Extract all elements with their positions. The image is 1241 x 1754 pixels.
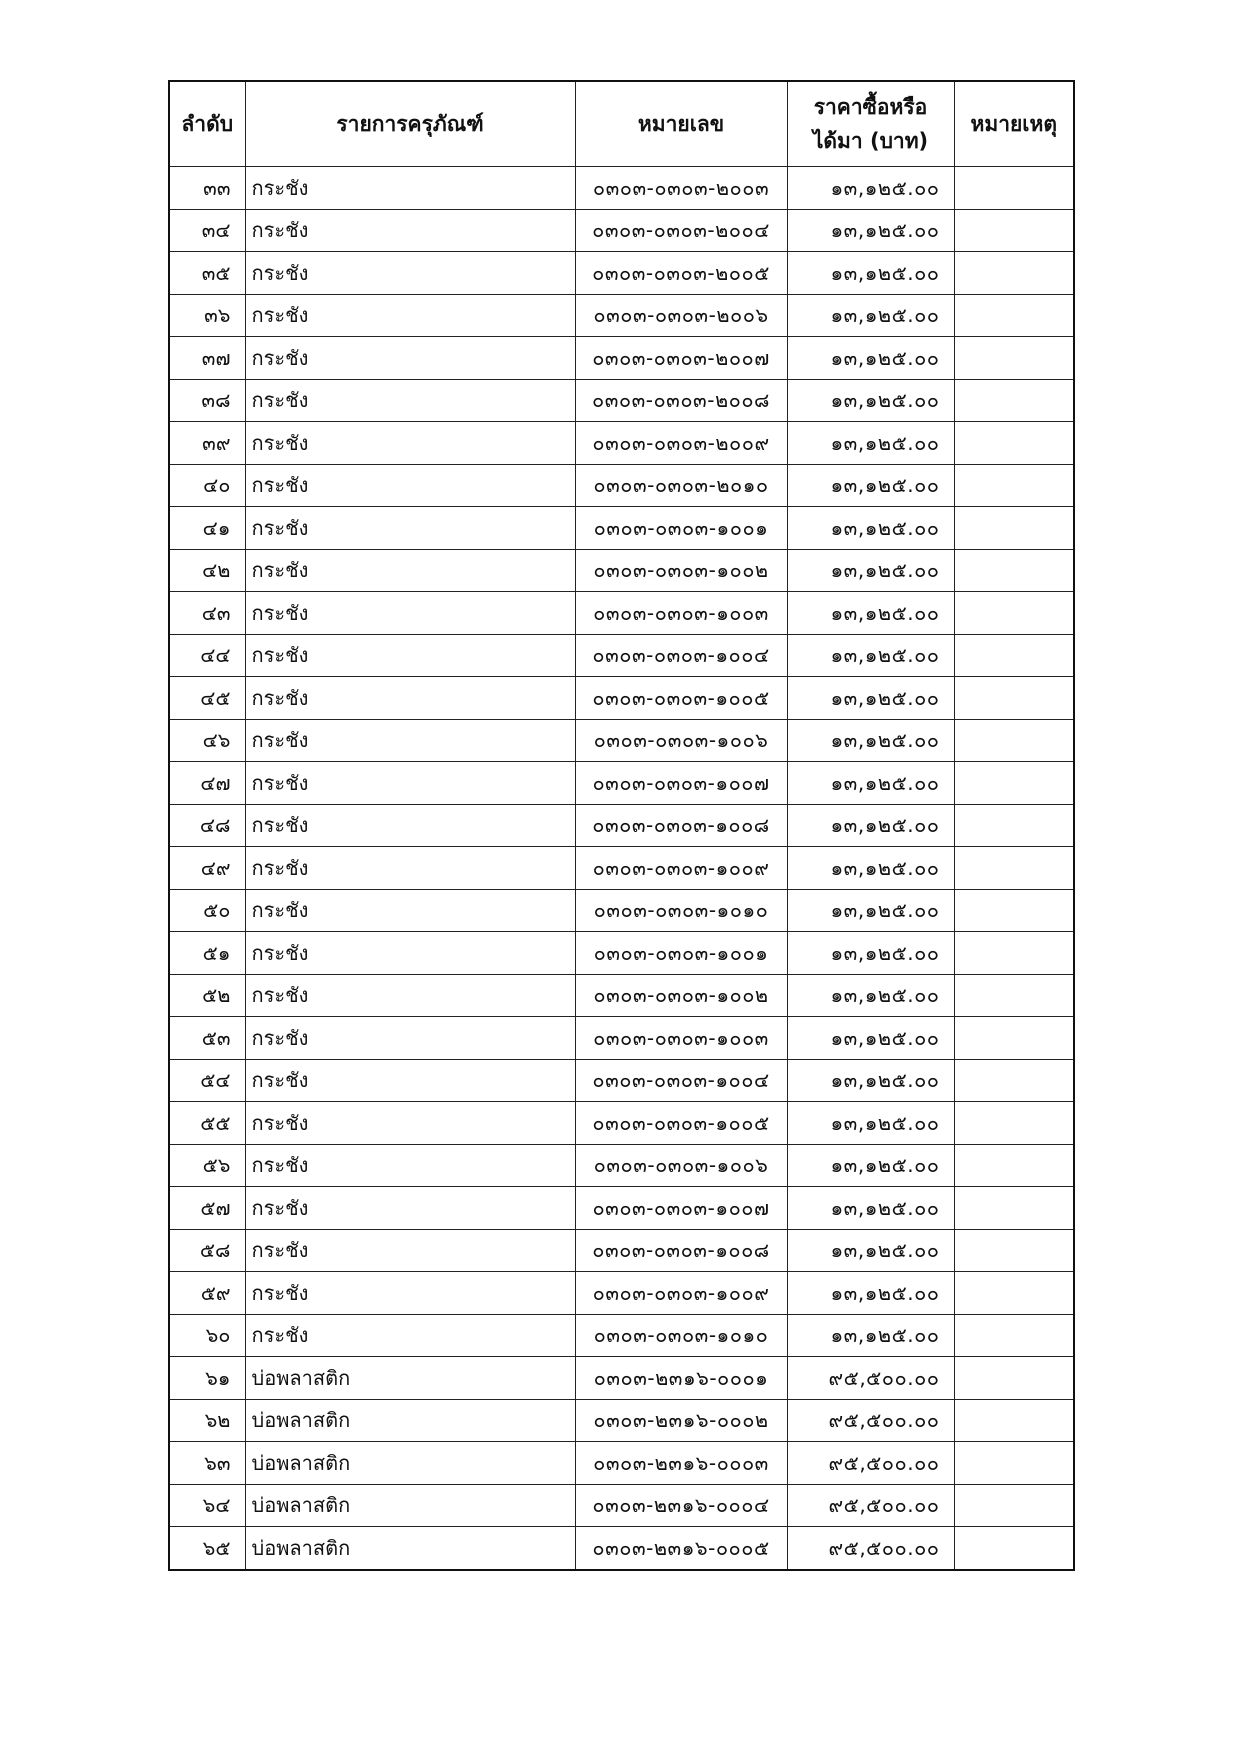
header-code: หมายเลข (575, 81, 787, 167)
row-note (954, 592, 1074, 635)
row-price: ๙๕,๕๐๐.๐๐ (787, 1442, 954, 1485)
row-seq: ๖๐ (169, 1314, 245, 1357)
row-seq: ๕๙ (169, 1272, 245, 1315)
row-item: บ่อพลาสติก (245, 1527, 575, 1570)
row-item: กระชัง (245, 719, 575, 762)
row-note (954, 847, 1074, 890)
row-code: ๐๓๐๓-๐๓๐๓-๒๐๐๓ (575, 167, 787, 210)
row-price: ๑๓,๑๒๕.๐๐ (787, 464, 954, 507)
row-price: ๑๓,๑๒๕.๐๐ (787, 167, 954, 210)
table-row (169, 1059, 1074, 1102)
row-seq: ๕๒ (169, 974, 245, 1017)
row-note (954, 804, 1074, 847)
row-note (954, 1144, 1074, 1187)
row-code: ๐๓๐๓-๐๓๐๓-๑๐๐๖ (575, 1144, 787, 1187)
table-row (169, 847, 1074, 890)
header-note: หมายเหตุ (954, 81, 1074, 167)
row-item: กระชัง (245, 507, 575, 550)
table-header-row (169, 81, 1074, 167)
table-row (169, 932, 1074, 975)
row-seq: ๔๗ (169, 762, 245, 805)
row-code: ๐๓๐๓-๐๓๐๓-๑๐๐๔ (575, 634, 787, 677)
row-item: บ่อพลาสติก (245, 1442, 575, 1485)
row-note (954, 252, 1074, 295)
row-code: ๐๓๐๓-๐๓๐๓-๑๐๐๖ (575, 719, 787, 762)
table-row (169, 549, 1074, 592)
row-item: กระชัง (245, 592, 575, 635)
row-note (954, 1102, 1074, 1145)
row-price: ๙๕,๕๐๐.๐๐ (787, 1527, 954, 1570)
row-note (954, 1527, 1074, 1570)
table-row (169, 762, 1074, 805)
row-price: ๑๓,๑๒๕.๐๐ (787, 1314, 954, 1357)
row-item: กระชัง (245, 762, 575, 805)
row-note (954, 209, 1074, 252)
row-code: ๐๓๐๓-๐๓๐๓-๑๐๑๐ (575, 1314, 787, 1357)
row-price: ๑๓,๑๒๕.๐๐ (787, 1144, 954, 1187)
table-row (169, 1484, 1074, 1527)
row-item: กระชัง (245, 1144, 575, 1187)
row-code: ๐๓๐๓-๐๓๐๓-๒๐๐๔ (575, 209, 787, 252)
table-body (169, 167, 1074, 1570)
row-note (954, 507, 1074, 550)
row-seq: ๔๖ (169, 719, 245, 762)
row-code: ๐๓๐๓-๐๓๐๓-๒๐๐๘ (575, 379, 787, 422)
row-price: ๑๓,๑๒๕.๐๐ (787, 1272, 954, 1315)
row-code: ๐๓๐๓-๐๓๐๓-๑๐๐๒ (575, 549, 787, 592)
row-price: ๑๓,๑๒๕.๐๐ (787, 889, 954, 932)
row-seq: ๕๖ (169, 1144, 245, 1187)
table-row (169, 1357, 1074, 1400)
row-item: กระชัง (245, 974, 575, 1017)
row-price: ๙๕,๕๐๐.๐๐ (787, 1484, 954, 1527)
row-code: ๐๓๐๓-๐๓๐๓-๑๐๐๘ (575, 1229, 787, 1272)
row-note (954, 464, 1074, 507)
row-code: ๐๓๐๓-๐๓๐๓-๒๐๐๖ (575, 294, 787, 337)
row-price: ๑๓,๑๒๕.๐๐ (787, 932, 954, 975)
table-row (169, 634, 1074, 677)
row-code: ๐๓๐๓-๐๓๐๓-๑๐๐๘ (575, 804, 787, 847)
row-note (954, 1059, 1074, 1102)
row-price: ๑๓,๑๒๕.๐๐ (787, 1187, 954, 1230)
row-price: ๑๓,๑๒๕.๐๐ (787, 1102, 954, 1145)
row-seq: ๓๘ (169, 379, 245, 422)
row-item: บ่อพลาสติก (245, 1399, 575, 1442)
row-note (954, 974, 1074, 1017)
row-price: ๑๓,๑๒๕.๐๐ (787, 592, 954, 635)
row-code: ๐๓๐๓-๐๓๐๓-๑๐๐๑ (575, 932, 787, 975)
row-price: ๑๓,๑๒๕.๐๐ (787, 549, 954, 592)
row-seq: ๓๕ (169, 252, 245, 295)
row-seq: ๖๓ (169, 1442, 245, 1485)
header-price (787, 81, 954, 167)
row-code: ๐๓๐๓-๐๓๐๓-๑๐๐๗ (575, 762, 787, 805)
row-code: ๐๓๐๓-๐๓๐๓-๒๐๐๗ (575, 337, 787, 380)
table-row (169, 1144, 1074, 1187)
row-price: ๑๓,๑๒๕.๐๐ (787, 762, 954, 805)
header-item: รายการครุภัณฑ์ (245, 81, 575, 167)
table-row (169, 719, 1074, 762)
row-item: กระชัง (245, 1187, 575, 1230)
row-note (954, 1229, 1074, 1272)
row-price: ๑๓,๑๒๕.๐๐ (787, 804, 954, 847)
row-price: ๑๓,๑๒๕.๐๐ (787, 294, 954, 337)
row-seq: ๕๓ (169, 1017, 245, 1060)
row-item: กระชัง (245, 634, 575, 677)
table-row (169, 1527, 1074, 1570)
row-price: ๙๕,๕๐๐.๐๐ (787, 1399, 954, 1442)
row-seq: ๔๘ (169, 804, 245, 847)
row-price: ๑๓,๑๒๕.๐๐ (787, 422, 954, 465)
row-note (954, 1399, 1074, 1442)
row-code: ๐๓๐๓-๐๓๐๓-๑๐๑๐ (575, 889, 787, 932)
row-code: ๐๓๐๓-๐๓๐๓-๑๐๐๔ (575, 1059, 787, 1102)
row-item: กระชัง (245, 1102, 575, 1145)
row-code: ๐๓๐๓-๒๓๑๖-๐๐๐๕ (575, 1527, 787, 1570)
row-code: ๐๓๐๓-๐๓๐๓-๑๐๐๑ (575, 507, 787, 550)
row-code: ๐๓๐๓-๐๓๐๓-๑๐๐๕ (575, 1102, 787, 1145)
row-seq: ๕๘ (169, 1229, 245, 1272)
row-note (954, 1357, 1074, 1400)
table-row (169, 1102, 1074, 1145)
row-code: ๐๓๐๓-๐๓๐๓-๒๐๑๐ (575, 464, 787, 507)
header-price-line1: ราคาซื้อหรือ (813, 95, 928, 119)
row-seq: ๕๕ (169, 1102, 245, 1145)
row-price: ๑๓,๑๒๕.๐๐ (787, 507, 954, 550)
row-item: กระชัง (245, 1059, 575, 1102)
row-note (954, 549, 1074, 592)
table-row (169, 677, 1074, 720)
row-note (954, 677, 1074, 720)
table-row (169, 1442, 1074, 1485)
row-seq: ๕๑ (169, 932, 245, 975)
row-item: กระชัง (245, 847, 575, 890)
table-row (169, 1017, 1074, 1060)
row-seq: ๔๔ (169, 634, 245, 677)
row-code: ๐๓๐๓-๒๓๑๖-๐๐๐๒ (575, 1399, 787, 1442)
row-seq: ๓๙ (169, 422, 245, 465)
table-row (169, 1229, 1074, 1272)
row-seq: ๓๔ (169, 209, 245, 252)
row-seq: ๔๙ (169, 847, 245, 890)
table-row (169, 464, 1074, 507)
row-code: ๐๓๐๓-๐๓๐๓-๒๐๐๕ (575, 252, 787, 295)
row-item: กระชัง (245, 1272, 575, 1315)
row-item: กระชัง (245, 379, 575, 422)
row-seq: ๔๒ (169, 549, 245, 592)
table-row (169, 209, 1074, 252)
document-page (168, 80, 1073, 1571)
row-price: ๑๓,๑๒๕.๐๐ (787, 634, 954, 677)
row-item: กระชัง (245, 1017, 575, 1060)
table-row (169, 889, 1074, 932)
table-row (169, 294, 1074, 337)
header-price-line2: ได้มา (บาท) (812, 129, 929, 153)
row-seq: ๔๑ (169, 507, 245, 550)
row-note (954, 1442, 1074, 1485)
row-code: ๐๓๐๓-๒๓๑๖-๐๐๐๔ (575, 1484, 787, 1527)
row-seq: ๕๗ (169, 1187, 245, 1230)
row-note (954, 1187, 1074, 1230)
row-item: บ่อพลาสติก (245, 1484, 575, 1527)
row-note (954, 422, 1074, 465)
row-code: ๐๓๐๓-๒๓๑๖-๐๐๐๑ (575, 1357, 787, 1400)
table-row (169, 974, 1074, 1017)
row-note (954, 1484, 1074, 1527)
row-price: ๑๓,๑๒๕.๐๐ (787, 252, 954, 295)
row-seq: ๕๔ (169, 1059, 245, 1102)
row-code: ๐๓๐๓-๒๓๑๖-๐๐๐๓ (575, 1442, 787, 1485)
row-price: ๑๓,๑๒๕.๐๐ (787, 1229, 954, 1272)
row-price: ๑๓,๑๒๕.๐๐ (787, 974, 954, 1017)
row-code: ๐๓๐๓-๐๓๐๓-๑๐๐๓ (575, 1017, 787, 1060)
row-code: ๐๓๐๓-๐๓๐๓-๑๐๐๙ (575, 847, 787, 890)
table-row (169, 167, 1074, 210)
row-seq: ๓๖ (169, 294, 245, 337)
row-note (954, 379, 1074, 422)
row-price: ๑๓,๑๒๕.๐๐ (787, 677, 954, 720)
row-note (954, 634, 1074, 677)
row-price: ๑๓,๑๒๕.๐๐ (787, 1017, 954, 1060)
row-item: กระชัง (245, 464, 575, 507)
row-price: ๑๓,๑๒๕.๐๐ (787, 1059, 954, 1102)
table-row (169, 1399, 1074, 1442)
row-seq: ๓๓ (169, 167, 245, 210)
table-row (169, 804, 1074, 847)
row-price: ๑๓,๑๒๕.๐๐ (787, 337, 954, 380)
row-seq: ๖๒ (169, 1399, 245, 1442)
row-price: ๙๕,๕๐๐.๐๐ (787, 1357, 954, 1400)
row-price: ๑๓,๑๒๕.๐๐ (787, 209, 954, 252)
row-price: ๑๓,๑๒๕.๐๐ (787, 379, 954, 422)
row-price: ๑๓,๑๒๕.๐๐ (787, 719, 954, 762)
row-item: กระชัง (245, 1314, 575, 1357)
row-item: กระชัง (245, 209, 575, 252)
row-code: ๐๓๐๓-๐๓๐๓-๑๐๐๕ (575, 677, 787, 720)
row-code: ๐๓๐๓-๐๓๐๓-๒๐๐๙ (575, 422, 787, 465)
row-code: ๐๓๐๓-๐๓๐๓-๑๐๐๒ (575, 974, 787, 1017)
row-seq: ๓๗ (169, 337, 245, 380)
row-item: กระชัง (245, 337, 575, 380)
row-note (954, 719, 1074, 762)
inventory-table (168, 80, 1075, 1571)
row-item: กระชัง (245, 1229, 575, 1272)
row-seq: ๖๑ (169, 1357, 245, 1400)
table-row (169, 422, 1074, 465)
row-price: ๑๓,๑๒๕.๐๐ (787, 847, 954, 890)
row-item: กระชัง (245, 422, 575, 465)
table-row (169, 337, 1074, 380)
table-row (169, 1272, 1074, 1315)
row-note (954, 337, 1074, 380)
row-seq: ๖๕ (169, 1527, 245, 1570)
table-row (169, 507, 1074, 550)
row-item: กระชัง (245, 294, 575, 337)
row-seq: ๔๕ (169, 677, 245, 720)
row-item: บ่อพลาสติก (245, 1357, 575, 1400)
row-note (954, 1314, 1074, 1357)
row-item: กระชัง (245, 932, 575, 975)
row-code: ๐๓๐๓-๐๓๐๓-๑๐๐๙ (575, 1272, 787, 1315)
row-item: กระชัง (245, 804, 575, 847)
table-row (169, 252, 1074, 295)
row-code: ๐๓๐๓-๐๓๐๓-๑๐๐๗ (575, 1187, 787, 1230)
row-note (954, 762, 1074, 805)
row-note (954, 167, 1074, 210)
row-note (954, 889, 1074, 932)
table-row (169, 379, 1074, 422)
row-seq: ๖๔ (169, 1484, 245, 1527)
row-item: กระชัง (245, 549, 575, 592)
table-row (169, 1187, 1074, 1230)
row-seq: ๔๓ (169, 592, 245, 635)
row-note (954, 1272, 1074, 1315)
row-note (954, 1017, 1074, 1060)
row-item: กระชัง (245, 167, 575, 210)
row-item: กระชัง (245, 889, 575, 932)
header-seq: ลำดับ (169, 81, 245, 167)
row-item: กระชัง (245, 252, 575, 295)
row-note (954, 932, 1074, 975)
row-code: ๐๓๐๓-๐๓๐๓-๑๐๐๓ (575, 592, 787, 635)
row-seq: ๕๐ (169, 889, 245, 932)
row-note (954, 294, 1074, 337)
row-seq: ๔๐ (169, 464, 245, 507)
table-row (169, 1314, 1074, 1357)
row-item: กระชัง (245, 677, 575, 720)
table-row (169, 592, 1074, 635)
